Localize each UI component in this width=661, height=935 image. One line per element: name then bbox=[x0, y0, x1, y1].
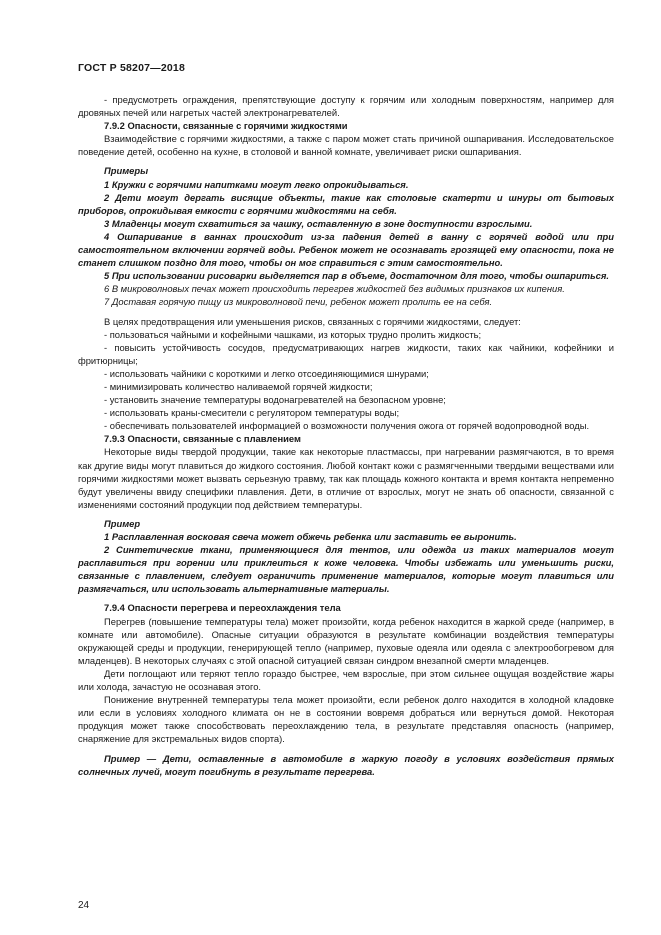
example-item: Пример — Дети, оставленные в автомобиле в жаркую погоду в условиях воздействия прямых солнечных лучей, могут погибнуть в результате перегрева. bbox=[78, 752, 614, 777]
page-number: 24 bbox=[78, 900, 90, 911]
list-item: - установить значение температуры водонагревателей на безопасном уровне; bbox=[104, 394, 446, 406]
paragraph: Перегрев (повышение температуры тела) может произойти, когда ребенок находится в жаркой среде (например, в комнате или автомобиле). Опасные ситуации образуются в результате комбинации воздействия температуры окружающей среды и продукции, генерирующей тепло (например, пуховые одеяла или одеяла с электрообогревом для младенцев). В некоторых случаях с этой опасной ситуацией связан синдром внезапной смерти младенцев. bbox=[78, 615, 614, 666]
paragraph: - предусмотреть ограждения, препятствующие доступу к горячим или холодным поверхностям, например для дровяных печей или нагретых частей электронагревателей. bbox=[78, 94, 614, 119]
example-item: 1 Расплавленная восковая свеча может обжечь ребенка или заставить ее выронить. bbox=[104, 531, 517, 542]
document-header: ГОСТ Р 58207—2018 bbox=[78, 62, 186, 74]
document-body bbox=[78, 93, 614, 778]
example-item: 3 Младенцы могут схватиться за чашку, оставленную в зоне доступности взрослыми. bbox=[104, 217, 533, 229]
paragraph: Понижение внутренней температуры тела может произойти, если ребенок долго находится в холодной кладовке или если в условиях холодного климата он не в состоянии вовремя добраться или вернуться домой. Некоторая продукция может также способствовать переохлаждению тела, в результате представляя опасность (например, снаряжение для экстремальных видов спорта). bbox=[78, 694, 614, 745]
example-item: 5 При использовании рисоварки выделяется пар в объеме, достаточном для того, чтобы ошпариться. bbox=[104, 270, 609, 282]
section-heading-7-9-4: 7.9.4 Опасности перегрева и переохлаждения тела bbox=[104, 602, 341, 614]
section-heading-7-9-3: 7.9.3 Опасности, связанные с плавлением bbox=[104, 433, 301, 445]
example-item: 1 Кружки с горячими напитками могут легко опрокидываться. bbox=[104, 178, 409, 190]
list-item: - повысить устойчивость сосудов, предусматривающих нагрев жидкости, таких как чайники, кофейники и фритюрницы; bbox=[78, 341, 614, 366]
list-item: - использовать краны-смесители с регулятором температуры воды; bbox=[104, 407, 400, 419]
examples-label: Примеры bbox=[104, 165, 149, 177]
list-item: - пользоваться чайными и кофейными чашками, из которых трудно пролить жидкость; bbox=[104, 328, 482, 340]
paragraph: Некоторые виды твердой продукции, такие как некоторые пластмассы, при нагревании размягчаются, в то время как другие виды могут плавиться до жидкого состояния. Любой контакт кожи с размягченными твердыми веществами или горячими жидкостями может вызвать серьезную травму, так как площадь кожного контакта и время контакта непременно будут увеличены ввиду специфики плавления. Дети, в отличие от взрослых, могут не знать об опасности, связанной с изменениями состояний продукции под действием температуры. bbox=[78, 446, 614, 510]
paragraph: Дети поглощают или теряют тепло гораздо быстрее, чем взрослые, при этом сильнее ощущая воздействие жары или холода, зачастую не осознавая этого. bbox=[78, 667, 614, 693]
list-item: - обеспечивать пользователей информацией о возможности получения ожога от горячей водопроводной воды. bbox=[104, 420, 590, 432]
section-heading-7-9-2: 7.9.2 Опасности, связанные с горячими жидкостями bbox=[104, 120, 348, 132]
list-item: - минимизировать количество наливаемой горячей жидкости; bbox=[104, 380, 373, 392]
example-label: Пример bbox=[104, 517, 141, 529]
example-item: 6 В микроволновых печах может происходить перегрев жидкостей без видимых признаков их кипения. bbox=[104, 283, 565, 295]
paragraph: Взаимодействие с горячими жидкостями, а также с паром может стать причиной ошпаривания. Исследовательское поведение детей, особенно на кухне, в столовой и ванной комнате, увеличивает риски ошпаривания. bbox=[78, 133, 614, 158]
example-item: 7 Доставая горячую пищу из микроволновой печи, ребенок может пролить ее на себя. bbox=[104, 296, 493, 308]
paragraph: В целях предотвращения или уменьшения рисков, связанных с горячими жидкостями, следует: bbox=[104, 315, 521, 327]
example-item: 4 Ошпаривание в ваннах происходит из-за падения детей в ванну с горячей водой или при самостоятельном включении горячей воды. Ребенок может не осознавать грозящей ему опасности, пока не станет слишком поздно для того, чтобы он мог справиться с этим самостоятельно. bbox=[78, 230, 614, 269]
example-item: 2 Синтетические ткани, применяющиеся для тентов, или одежда из таких материалов могут расплавиться при горении или приклеиться к коже человека. Чтобы избежать или уменьшить риски, связанные с плавлением, следует ограничить применение материалов, которые могут плавиться или размягчаться, или использовать альтернативные материалы. bbox=[78, 544, 614, 595]
list-item: - использовать чайники с короткими и легко отсоединяющимися шнурами; bbox=[104, 367, 429, 379]
example-item: 2 Дети могут дергать висящие объекты, такие как столовые скатерти и шнуры от бытовых приборов, опрокидывая емкости с горячими жидкостями на себя. bbox=[78, 191, 614, 216]
